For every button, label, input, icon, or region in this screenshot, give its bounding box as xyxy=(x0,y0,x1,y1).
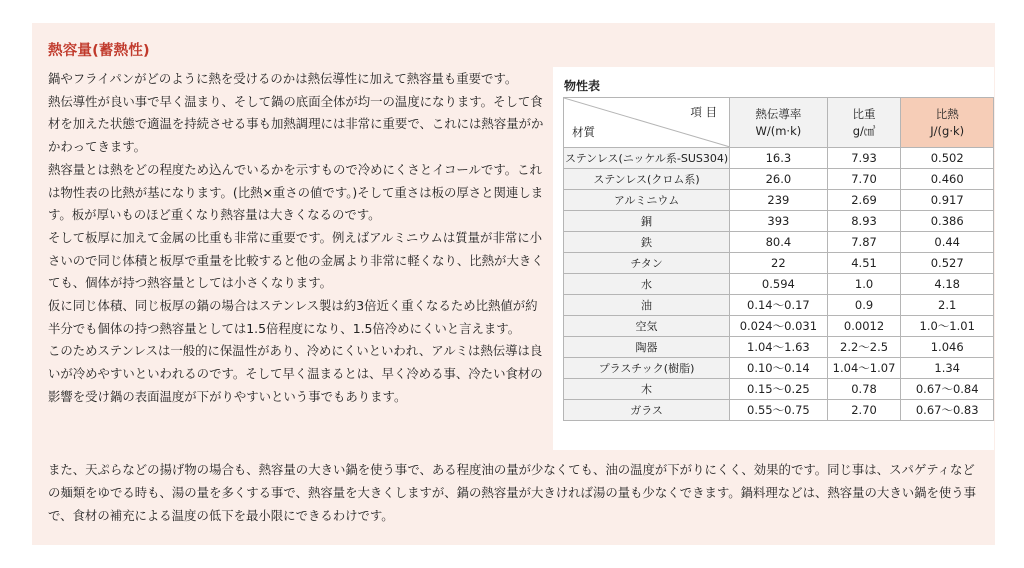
cell-specific-heat: 4.18 xyxy=(901,274,994,295)
cell-gravity: 7.70 xyxy=(827,169,901,190)
header-conductivity-unit: W/(m·k) xyxy=(755,123,802,138)
cell-material: アルミニウム xyxy=(564,190,730,211)
paragraph: 仮に同じ体積、同じ板厚の鍋の場合はステンレス製は約3倍近く重くなるため比熱値が約半分でも個体の持つ熱容量としては1.5倍程度になり、1.5倍冷めにくいと言えます。 xyxy=(48,298,538,336)
property-table xyxy=(563,97,994,421)
bottom-paragraph: また、天ぷらなどの揚げ物の場合も、熱容量の大きい鍋を使う事で、ある程度油の量が少なくても、油の温度が下がりにくく、効果的です。同じ事は、スパゲティなどの麺類をゆでる時も、湯の量を多くする事で、熱容量を大きくしますが、鍋の熱容量が大きければ湯の量も少なくできます。鍋料理などは、熱容量の大きい鍋を使う事で、食材の補充による温度の低下を最小限にできるわけです。 xyxy=(48,462,977,523)
header-specific-heat xyxy=(901,98,994,148)
cell-conductivity: 22 xyxy=(730,253,828,274)
header-specific-heat-name: 比熱 xyxy=(935,106,959,121)
cell-specific-heat: 0.386 xyxy=(901,211,994,232)
cell-material: 鉄 xyxy=(564,232,730,253)
table-row xyxy=(564,379,994,400)
cell-specific-heat: 2.1 xyxy=(901,295,994,316)
paragraph: 熱容量とは熱をどの程度ため込んでいるかを示すもので冷めにくさとイコールです。これは物性表の比熱が基になります。(比熱×重さの値です。)そして重さは板の厚さと関連します。板が厚いものほど重くなり熱容量は大きくなるのです。 xyxy=(48,161,544,223)
header-material-label: 材質 xyxy=(572,125,595,139)
cell-conductivity: 0.10〜0.14 xyxy=(730,358,828,379)
cell-material: ガラス xyxy=(564,400,730,421)
header-conductivity xyxy=(730,98,828,148)
body-text xyxy=(48,68,546,409)
table-row xyxy=(564,190,994,211)
cell-gravity: 0.0012 xyxy=(827,316,901,337)
table-row xyxy=(564,358,994,379)
cell-conductivity: 0.55〜0.75 xyxy=(730,400,828,421)
cell-specific-heat: 0.502 xyxy=(901,148,994,169)
header-diagonal-cell xyxy=(564,98,730,148)
header-specific-heat-unit: J/(g·k) xyxy=(930,123,965,138)
paragraph: そして板厚に加えて金属の比重も非常に重要です。例えばアルミニウムは質量が非常に小さいので同じ体積と板厚で重量を比較すると他の金属より非常に軽くなり、比熱が大きくても、個体が持つ熱容量としては小さくなります。 xyxy=(48,229,544,291)
cell-material: ステンレス(クロム系) xyxy=(564,169,730,190)
cell-conductivity: 26.0 xyxy=(730,169,828,190)
cell-gravity: 4.51 xyxy=(827,253,901,274)
cell-gravity: 2.2〜2.5 xyxy=(827,337,901,358)
table-row xyxy=(564,148,994,169)
table-title: 物性表 xyxy=(564,79,601,93)
cell-material: 陶器 xyxy=(564,337,730,358)
cell-material: 空気 xyxy=(564,316,730,337)
cell-specific-heat: 0.527 xyxy=(901,253,994,274)
cell-material: プラスチック(樹脂) xyxy=(564,358,730,379)
cell-gravity: 2.70 xyxy=(827,400,901,421)
cell-material: 油 xyxy=(564,295,730,316)
cell-specific-heat: 1.34 xyxy=(901,358,994,379)
table-header-row xyxy=(564,98,994,148)
cell-conductivity: 0.15〜0.25 xyxy=(730,379,828,400)
table-row xyxy=(564,211,994,232)
header-gravity xyxy=(827,98,901,148)
cell-conductivity: 16.3 xyxy=(730,148,828,169)
header-gravity-unit: g/㎤ xyxy=(852,123,876,138)
table-row xyxy=(564,316,994,337)
cell-specific-heat: 0.67〜0.84 xyxy=(901,379,994,400)
cell-gravity: 0.78 xyxy=(827,379,901,400)
table-row xyxy=(564,169,994,190)
table-row xyxy=(564,295,994,316)
cell-conductivity: 393 xyxy=(730,211,828,232)
table-body xyxy=(564,148,994,421)
header-conductivity-name: 熱伝導率 xyxy=(755,106,802,121)
cell-conductivity: 80.4 xyxy=(730,232,828,253)
cell-gravity: 1.04〜1.07 xyxy=(827,358,901,379)
paragraph: 熱伝導性が良い事で早く温まり、そして鍋の底面全体が均一の温度になります。そして食材を加えた状態で適温を持続させる事も加熱調理には非常に重要で、これには熱容量がかかわってきます。 xyxy=(48,93,544,155)
cell-gravity: 0.9 xyxy=(827,295,901,316)
cell-conductivity: 0.594 xyxy=(730,274,828,295)
cell-specific-heat: 0.460 xyxy=(901,169,994,190)
content-panel xyxy=(32,23,995,545)
cell-gravity: 8.93 xyxy=(827,211,901,232)
cell-gravity: 1.0 xyxy=(827,274,901,295)
cell-conductivity: 239 xyxy=(730,190,828,211)
table-row xyxy=(564,400,994,421)
cell-specific-heat: 0.917 xyxy=(901,190,994,211)
table-row xyxy=(564,232,994,253)
cell-specific-heat: 0.67〜0.83 xyxy=(901,400,994,421)
cell-gravity: 7.87 xyxy=(827,232,901,253)
cell-material: 銅 xyxy=(564,211,730,232)
header-gravity-name: 比重 xyxy=(852,106,876,121)
table-row xyxy=(564,274,994,295)
cell-gravity: 7.93 xyxy=(827,148,901,169)
table-row xyxy=(564,337,994,358)
cell-material: ステンレス(ニッケル系-SUS304) xyxy=(564,148,730,169)
paragraph: 鍋やフライパンがどのように熱を受けるのかは熱伝導性に加えて熱容量も重要です。 xyxy=(48,71,518,86)
table-row xyxy=(564,253,994,274)
cell-specific-heat: 1.046 xyxy=(901,337,994,358)
section-title: 熱容量(蓄熱性) xyxy=(48,43,150,59)
cell-material: チタン xyxy=(564,253,730,274)
cell-conductivity: 0.14〜0.17 xyxy=(730,295,828,316)
cell-specific-heat: 1.0〜1.01 xyxy=(901,316,994,337)
paragraph: このためステンレスは一般的に保温性があり、冷めにくいといわれ、アルミは熱伝導は良いが冷めやすいといわれるのです。そして早く温まるとは、早く冷める事、冷たい食材の影響を受け鍋の表面温度が下がりやすいという事でもあります。 xyxy=(48,343,543,404)
cell-conductivity: 0.024〜0.031 xyxy=(730,316,828,337)
cell-conductivity: 1.04〜1.63 xyxy=(730,337,828,358)
cell-material: 水 xyxy=(564,274,730,295)
cell-gravity: 2.69 xyxy=(827,190,901,211)
cell-material: 木 xyxy=(564,379,730,400)
header-item-label: 項 目 xyxy=(690,105,718,119)
cell-specific-heat: 0.44 xyxy=(901,232,994,253)
property-table-box xyxy=(553,67,994,450)
